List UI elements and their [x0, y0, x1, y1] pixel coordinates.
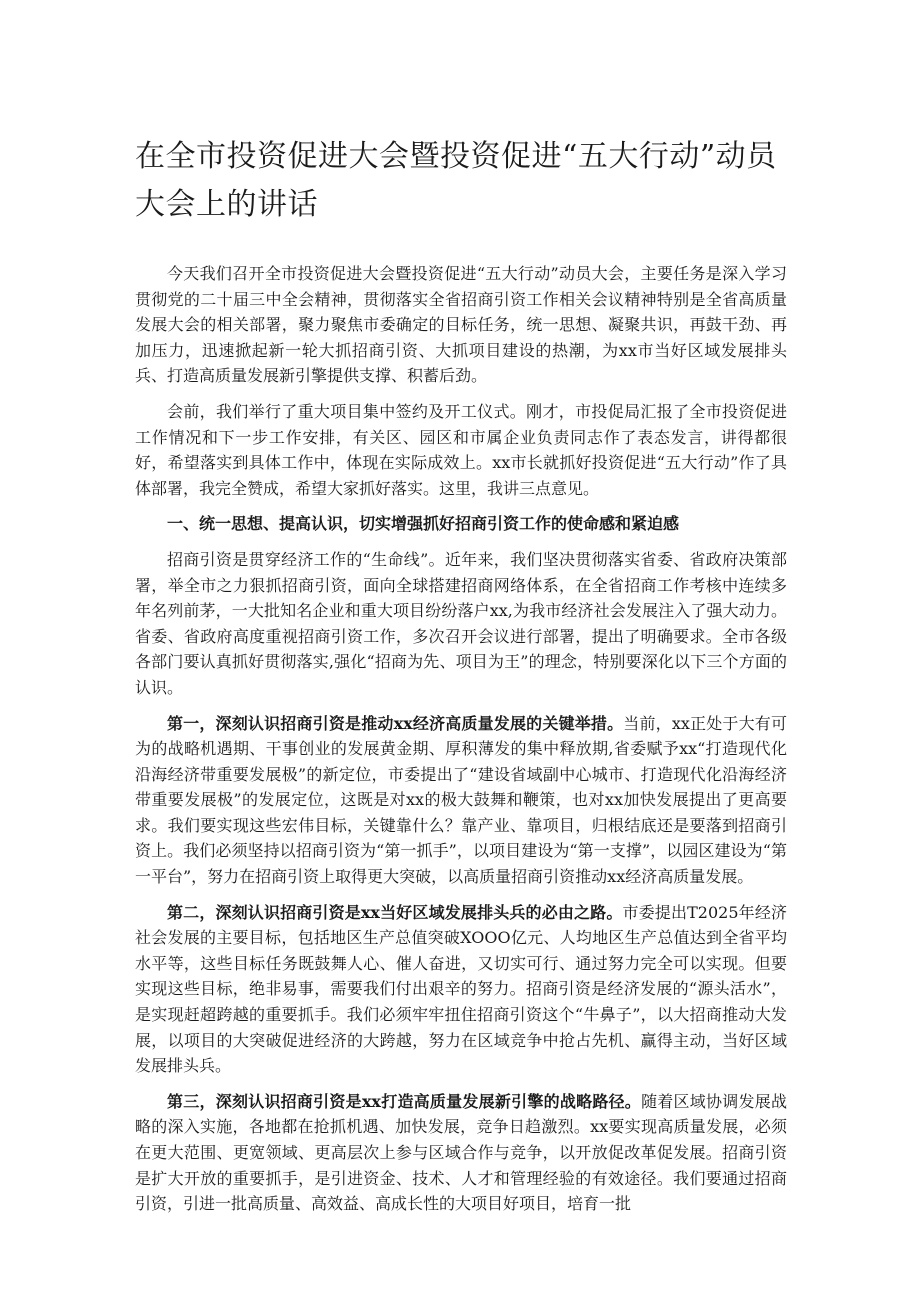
section-heading [135, 511, 787, 537]
paragraph-lead: 第一，深刻认识招商引资是推动xx经济高质量发展的关键举措。 [167, 713, 624, 733]
paragraph-text: 市委提出T2025年经济社会发展的主要目标，包括地区生产总值突破XOOO亿元、人均地区生产总值达到全省平均水平等，这些目标任务既鼓舞人心、催人奋进，又切实可行、通过努力完全可以实现。但要实现这些目标，绝非易事，需要我们付出艰辛的努力。招商引资是经济发展的“源头活水”，是实现赶超跨越的重要抓手。我们必须牢牢扭住招商引资这个“牛鼻子”，以大招商推动大发展，以项目的大突破促进经济的大跨越，努力在区域竞争中抢占先机、赢得主动，当好区域发展排头兵。 [135, 902, 787, 1076]
body-paragraph [135, 261, 787, 389]
body-paragraph [135, 1089, 787, 1217]
body-paragraph [135, 711, 787, 890]
paragraph-text: 今天我们召开全市投资促进大会暨投资促进“五大行动”动员大会，主要任务是深入学习贯彻党的二十届三中全会精神，贯彻落实全省招商引资工作相关会议精神特别是全省高质量发展大会的相关部署，聚力聚焦市委确定的目标任务，统一思想、凝聚共识，再鼓干劲、再加压力，迅速掀起新一轮大抓招商引资、大抓项目建设的热潮，为xx市当好区域发展排头兵、打造高质量发展新引擎提供支撑、积蓄后劲。 [135, 264, 787, 386]
paragraph-lead: 第三，深刻认识招商引资是xx打造高质量发展新引擎的战略路径。 [167, 1091, 642, 1111]
body-paragraph [135, 547, 787, 701]
document-title: 在全市投资促进大会暨投资促进“五大行动”动员大会上的讲话 [135, 139, 777, 222]
body-paragraph [135, 900, 787, 1079]
paragraph-text: 会前，我们举行了重大项目集中签约及开工仪式。刚才，市投促局汇报了全市投资促进工作情况和下一步工作安排，有关区、园区和市属企业负责同志作了表态发言，讲得都很好，希望落实到具体工作中，体现在实际成效上。xx市长就抓好投资促进“五大行动”作了具体部署，我完全赞成，希望大家抓好落实。这里，我讲三点意见。 [135, 401, 787, 498]
paragraph-text: 随着区域协调发展战略的深入实施，各地都在抢抓机遇、加快发展，竞争日趋激烈。xx要实现高质量发展，必须在更大范围、更宽领域、更高层次上参与区域合作与竞争，以开放促改革促发展。招商引资是扩大开放的重要抓手，是引进资金、技术、人才和管理经验的有效途径。我们要通过招商引资，引进一批高质量、高效益、高成长性的大项目好项目，培育一批 [135, 1091, 787, 1214]
section-heading-text: 一、统一思想、提高认识，切实增强抓好招商引资工作的使命感和紧迫感 [167, 514, 680, 534]
paragraph-lead: 第二，深刻认识招商引资是xx当好区域发展排头兵的必由之路。 [167, 902, 623, 922]
document-body [135, 261, 787, 1227]
paragraph-text: 招商引资是贯穿经济工作的“生命线”。近年来，我们坚决贯彻落实省委、省政府决策部署，举全市之力狠抓招商引资，面向全球搭建招商网络体系，在全省招商工作考核中连续多年名列前茅，一大批知名企业和重大项目纷纷落户xx,为我市经济社会发展注入了强大动力。省委、省政府高度重视招商引资工作，多次召开会议进行部署，提出了明确要求。全市各级各部门要认真抓好贯彻落实,强化“招商为先、项目为王”的理念，特别要深化以下三个方面的认识。 [135, 549, 787, 697]
body-paragraph [135, 399, 787, 501]
paragraph-text: 当前，xx正处于大有可为的战略机遇期、干事创业的发展黄金期、厚积薄发的集中释放期,省委赋予xx“打造现代化沿海经济带重要发展极”的新定位，市委提出了“建设省域副中心城市、打造现代化沿海经济带重要发展极”的发展定位，这既是对xx的极大鼓舞和鞭策，也对xx加快发展提出了更高要求。我们要实现这些宏伟目标，关键靠什么？靠产业、靠项目，归根结底还是要落到招商引资上。我们必须坚持以招商引资为“第一抓手”，以项目建设为“第一支撑”，以园区建设为“第一平台”，努力在招商引资上取得更大突破，以高质量招商引资推动xx经济高质量发展。 [135, 713, 787, 887]
